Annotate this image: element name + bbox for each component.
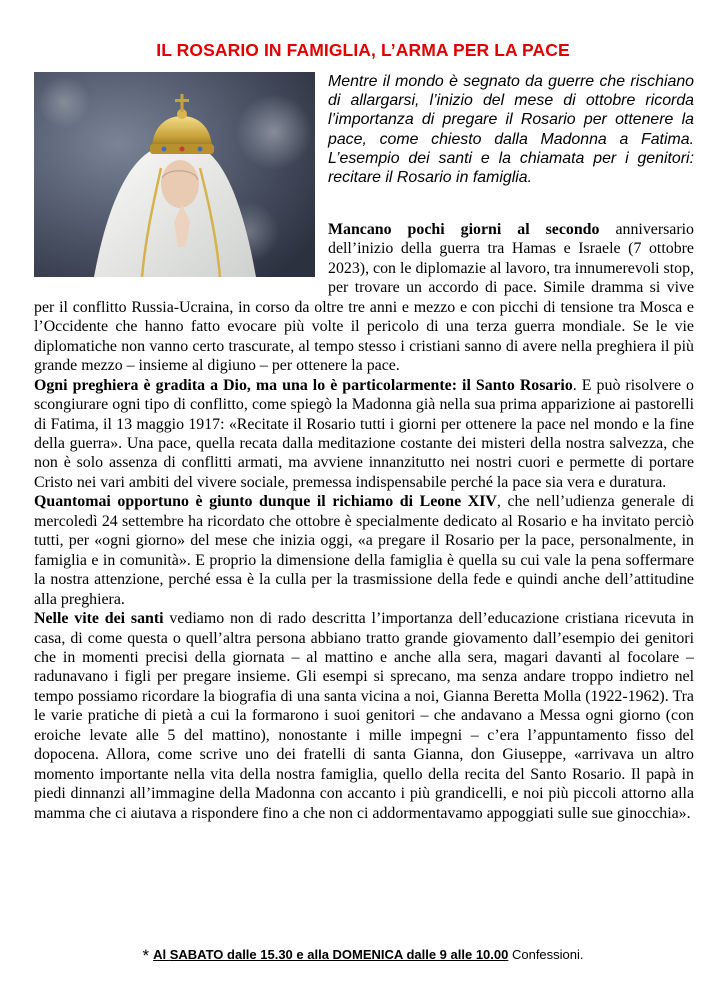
article-body — [34, 220, 694, 823]
paragraph-text: vediamo non di rado descritta l’importanza dell’educazione cristiana ricevuta in casa, di come questa o quell’altra persona abbiano tratto grande giovamento dall’esempio dei genitori che in momenti precisi della giornata – al mattino e anche alla sera, magari davanti al focolare – radunavano i figli per pregare insieme. Gli esempi si sprecano, ma senza andare troppo indietro nel tempo possiamo ricordare la biografia di una santa vicina a noi, Gianna Beretta Molla (1922-1962). Tra le varie pratiche di pietà a cui la formarono i suoi genitori – che andavano a Messa ogni giorno (con eroiche levate alle 5 del mattino), nonostante i mille impegni – c’era l’appuntamento fisso del dopocena. Allora, come scrive uno dei fratelli di santa Gianna, don Giuseppe, «arrivava un altro momento importante nella vita della nostra famiglia, quello della recita del Santo Rosario. Il papà in piedi dinnanzi all’immagine della Madonna con accanto i più grandicelli, e noi più piccoli attorno alla mamma che ci aiutava a rispondere fino a che non ci addormentavamo appoggiati sulle sue ginocchia». — [34, 610, 694, 822]
paragraph-text: anniversario dell’inizio della guerra tra Hamas e Israele (7 ottobre 2023), con le diplomazie al lavoro, tra innumerevoli stop, per trovare un accordo di pace. Simile dramma si vive per il conflitto Russia-Ucraina, in corso da oltre tre anni e mezzo e con picchi di tensione tra Mosca e l’Occidente che hanno fatto evocare più volte il pericolo di una terza guerra mondiale. Se le vie diplomatiche non vanno certo trascurate, al tempo stesso i cristiani sanno di avere nella preghiera il più grande mezzo – insieme al digiuno – per ottenere la pace. — [34, 221, 695, 375]
paragraph-lead-in: Nelle vite dei santi — [34, 610, 164, 628]
paragraph-text: . E può risolvere o scongiurare ogni tipo di conflitto, come spiegò la Madonna già nella sua prima apparizione ai pastorelli di Fatima, il 13 maggio 1917: «Recitate il Rosario tutti i giorni per ottenere la pace nel mondo e la fine della guerra». Una pace, quella recata dalla meditazione costante dei misteri della nostra salvezza, che non è solo assenza di conflitti armati, ma avviene innanzitutto nei nostri cuori e permette di portare Cristo nei vari ambiti del vivere sociale, premessa indispensabile perché la pace sia vera e duratura. — [34, 376, 695, 491]
image-wrap-spacer — [34, 220, 328, 279]
article-paragraph — [34, 492, 694, 609]
paragraph-lead-in: Quantomai opportuno è giunto dunque il richiamo di Leone XIV — [34, 493, 497, 511]
schedule-times: SABATO dalle 15.30 e alla DOMENICA dalle 9 alle 10.00 — [169, 947, 509, 962]
article-title: IL ROSARIO IN FAMIGLIA, L’ARMA PER LA PACE — [156, 40, 570, 60]
paragraph-lead-in: Mancano pochi giorni al secondo — [328, 221, 600, 238]
article-lead: Mentre il mondo è segnato da guerre che rischiano di allargarsi, l’inizio del mese di ottobre ricorda l’importanza di pregare il Rosario per ottenere la pace, come chiesto dalla Madonna a Fatima. L’esempio dei santi e la chiamata per i genitori: recitare il Rosario in famiglia. — [328, 73, 694, 187]
paragraph-lead-in: Ogni preghiera è gradita a Dio, ma una lo è particolarmente: il Santo Rosario — [34, 376, 573, 394]
paragraph-text: , che nell’udienza generale di mercoledì 24 settembre ha ricordato che ottobre è specialmente dedicato al Rosario e ha invitato perciò tutti, per «ogni giorno» del mese che inizia oggi, «a pregare il Rosario per la pace, personalmente, in famiglia e in comunità». E proprio la dimensione della famiglia è quella su cui vale la pena soffermare la nostra attenzione, perché essa è la culla per la trasmissione della fede e quindi anche dell’attitudine alla preghiera. — [34, 493, 694, 608]
schedule-prefix: Al — [153, 947, 170, 962]
article-paragraph — [34, 609, 694, 823]
article-paragraph — [34, 376, 694, 493]
schedule-suffix: Confessioni. — [508, 947, 584, 962]
asterisk-icon: * — [142, 946, 150, 965]
confession-schedule-note — [0, 946, 726, 966]
